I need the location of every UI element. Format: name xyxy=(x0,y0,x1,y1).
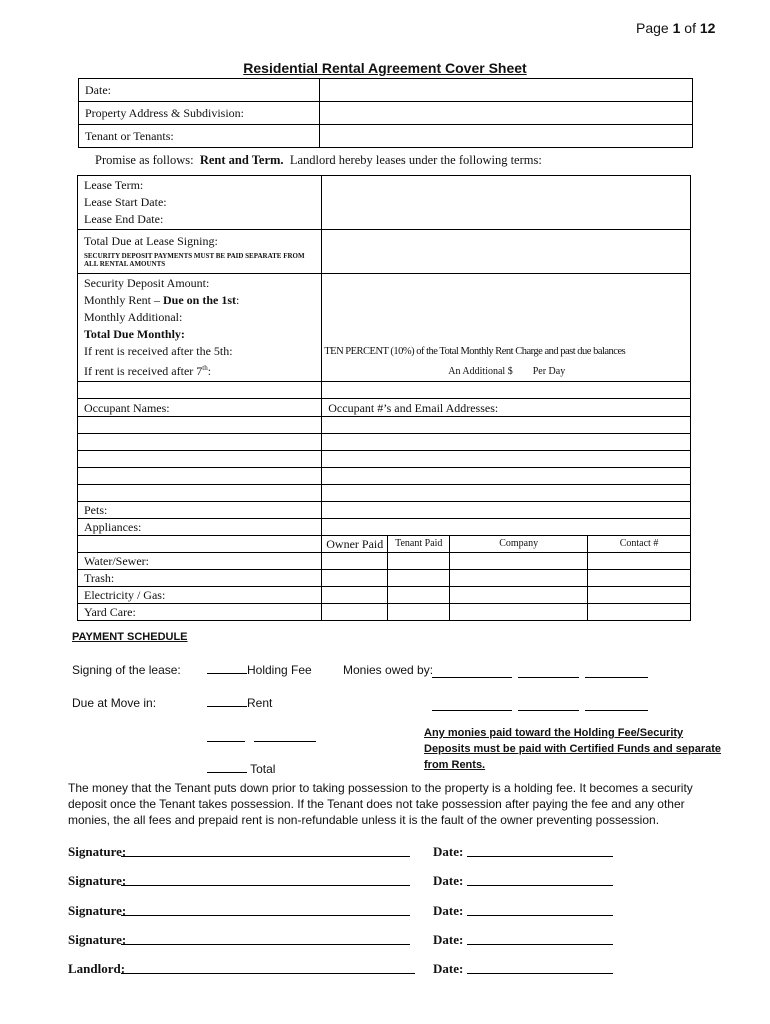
signature-label-1: Signature: xyxy=(68,844,127,859)
total-due-label: Total Due at Lease Signing: xyxy=(84,234,218,248)
total-row: Total xyxy=(207,762,275,776)
pets-label: Pets: xyxy=(78,502,322,519)
occupant-contact-field[interactable] xyxy=(322,451,691,468)
contact-header: Contact # xyxy=(588,536,691,553)
additional-per-day: An Additional $ Per Day xyxy=(448,366,566,377)
date-line-4[interactable] xyxy=(467,944,613,945)
monthly-additional-label: Monthly Additional: xyxy=(84,310,183,324)
trash-contact[interactable] xyxy=(588,570,691,587)
occupant-contact-field[interactable] xyxy=(322,485,691,502)
monies-owed-blank-2[interactable] xyxy=(518,677,579,678)
signature-line-4[interactable] xyxy=(121,944,410,945)
deposit-note: SECURITY DEPOSIT PAYMENTS MUST BE PAID SEPARATE FROM ALL RENTAL AMOUNTS xyxy=(84,252,305,268)
occupant-contact-field[interactable] xyxy=(322,468,691,485)
electric-company[interactable] xyxy=(450,587,588,604)
signing-label: Signing of the lease: xyxy=(72,663,181,677)
date-label-2: Date: xyxy=(433,873,464,888)
electric-tenant[interactable] xyxy=(388,587,450,604)
water-owner[interactable] xyxy=(322,553,388,570)
signature-line-1[interactable] xyxy=(121,856,410,857)
tenant-paid-header: Tenant Paid xyxy=(388,536,450,553)
trash-label: Trash: xyxy=(78,570,322,587)
extra-blank-1[interactable] xyxy=(207,741,245,742)
occupant-contacts-label: Occupant #’s and Email Addresses: xyxy=(322,399,691,417)
landlord-label: Landlord: xyxy=(68,961,126,976)
signature-line-3[interactable] xyxy=(121,915,410,916)
electric-contact[interactable] xyxy=(588,587,691,604)
holding-fee-row: Holding Fee xyxy=(207,663,312,677)
payment-schedule-heading: PAYMENT SCHEDULE xyxy=(72,631,188,643)
move-in-label: Due at Move in: xyxy=(72,696,157,710)
monies-owed-label: Monies owed by: xyxy=(343,663,434,677)
signature-label-4: Signature: xyxy=(68,932,127,947)
date-label-1: Date: xyxy=(433,844,464,859)
lease-end-label: Lease End Date: xyxy=(84,212,164,226)
rent-row: Rent xyxy=(207,696,272,710)
extra-blank-2[interactable] xyxy=(254,741,316,742)
occupant-contact-field[interactable] xyxy=(322,434,691,451)
date-label-4: Date: xyxy=(433,932,464,947)
promise-line: Promise as follows: Rent and Term. Landlord hereby leases under the following terms: xyxy=(95,153,542,167)
monies-owed-blank-3[interactable] xyxy=(585,677,648,678)
cover-table xyxy=(78,78,693,148)
lease-term-field[interactable] xyxy=(322,176,691,230)
signature-line-2[interactable] xyxy=(121,885,410,886)
holding-fee-paragraph: The money that the Tenant puts down prior to taking possession to the property is a holding fee. It becomes a security deposit once the Tenant takes possession. If the Tenant does not take possession after paying the fee and any other monies, the all fees and prepaid rent is non-refundable unless it is the fault of the owner preventing possession. xyxy=(68,781,693,827)
lease-start-label: Lease Start Date: xyxy=(84,195,167,209)
water-tenant[interactable] xyxy=(388,553,450,570)
signature-label-2: Signature: xyxy=(68,873,127,888)
date-line-3[interactable] xyxy=(467,915,613,916)
trash-company[interactable] xyxy=(450,570,588,587)
move-in-blank-1[interactable] xyxy=(432,710,512,711)
date-label-5: Date: xyxy=(433,961,464,976)
yard-company[interactable] xyxy=(450,604,588,621)
water-company[interactable] xyxy=(450,553,588,570)
company-header: Company xyxy=(450,536,588,553)
total-due-field[interactable] xyxy=(322,230,691,274)
terms-table xyxy=(77,175,691,621)
tenants-field[interactable] xyxy=(320,125,693,148)
late-fee-blank[interactable] xyxy=(322,382,691,399)
electric-owner[interactable] xyxy=(322,587,388,604)
lease-term-label: Lease Term: xyxy=(84,178,144,192)
occupant-contact-field[interactable] xyxy=(322,417,691,434)
document-title: Residential Rental Agreement Cover Sheet xyxy=(243,60,527,76)
tenants-label: Tenant or Tenants: xyxy=(79,125,320,148)
landlord-line[interactable] xyxy=(121,973,415,974)
yard-label: Yard Care: xyxy=(78,604,322,621)
date-label-3: Date: xyxy=(433,903,464,918)
electric-label: Electricity / Gas: xyxy=(78,587,322,604)
occupant-names-label: Occupant Names: xyxy=(78,399,322,417)
water-label: Water/Sewer: xyxy=(78,553,322,570)
monthly-rent-label: Monthly Rent – Due on the 1st: xyxy=(84,293,240,307)
date-line-1[interactable] xyxy=(467,856,613,857)
date-field[interactable] xyxy=(320,79,693,102)
yard-tenant[interactable] xyxy=(388,604,450,621)
trash-owner[interactable] xyxy=(322,570,388,587)
signature-label-3: Signature: xyxy=(68,903,127,918)
yard-owner[interactable] xyxy=(322,604,388,621)
monies-owed-blank-1[interactable] xyxy=(432,677,512,678)
holding-fee-blank[interactable] xyxy=(207,673,247,674)
yard-contact[interactable] xyxy=(588,604,691,621)
appliances-field[interactable] xyxy=(322,519,691,536)
occupant-name-field[interactable] xyxy=(78,485,322,502)
certified-funds-note: Any monies paid toward the Holding Fee/Security Deposits must be paid with Certified Funds and separate from Rents. xyxy=(424,727,722,771)
occupant-name-field[interactable] xyxy=(78,451,322,468)
late-fee-text: TEN PERCENT (10%) of the Total Monthly Rent Charge and past due balances xyxy=(324,346,626,357)
late-5th-label: If rent is received after the 5th: xyxy=(84,344,233,358)
date-line-2[interactable] xyxy=(467,885,613,886)
occupant-name-field[interactable] xyxy=(78,434,322,451)
address-field[interactable] xyxy=(320,102,693,125)
late-7th-label: If rent is received after 7th: xyxy=(84,364,212,378)
total-monthly-label: Total Due Monthly: xyxy=(84,327,185,341)
rent-blank[interactable] xyxy=(207,706,247,707)
total-blank[interactable] xyxy=(207,772,247,773)
appliances-label: Appliances: xyxy=(78,519,322,536)
page-number: Page 1 of 12 xyxy=(636,20,716,36)
occupant-name-field[interactable] xyxy=(78,468,322,485)
address-label: Property Address & Subdivision: xyxy=(79,102,320,125)
move-in-blank-2[interactable] xyxy=(518,710,579,711)
pets-field[interactable] xyxy=(322,502,691,519)
water-contact[interactable] xyxy=(588,553,691,570)
date-line-5[interactable] xyxy=(467,973,613,974)
deposit-amount-label: Security Deposit Amount: xyxy=(84,276,210,290)
trash-tenant[interactable] xyxy=(388,570,450,587)
move-in-blank-3[interactable] xyxy=(585,710,648,711)
occupant-name-field[interactable] xyxy=(78,417,322,434)
date-label: Date: xyxy=(79,79,320,102)
owner-paid-header: Owner Paid xyxy=(322,536,388,553)
